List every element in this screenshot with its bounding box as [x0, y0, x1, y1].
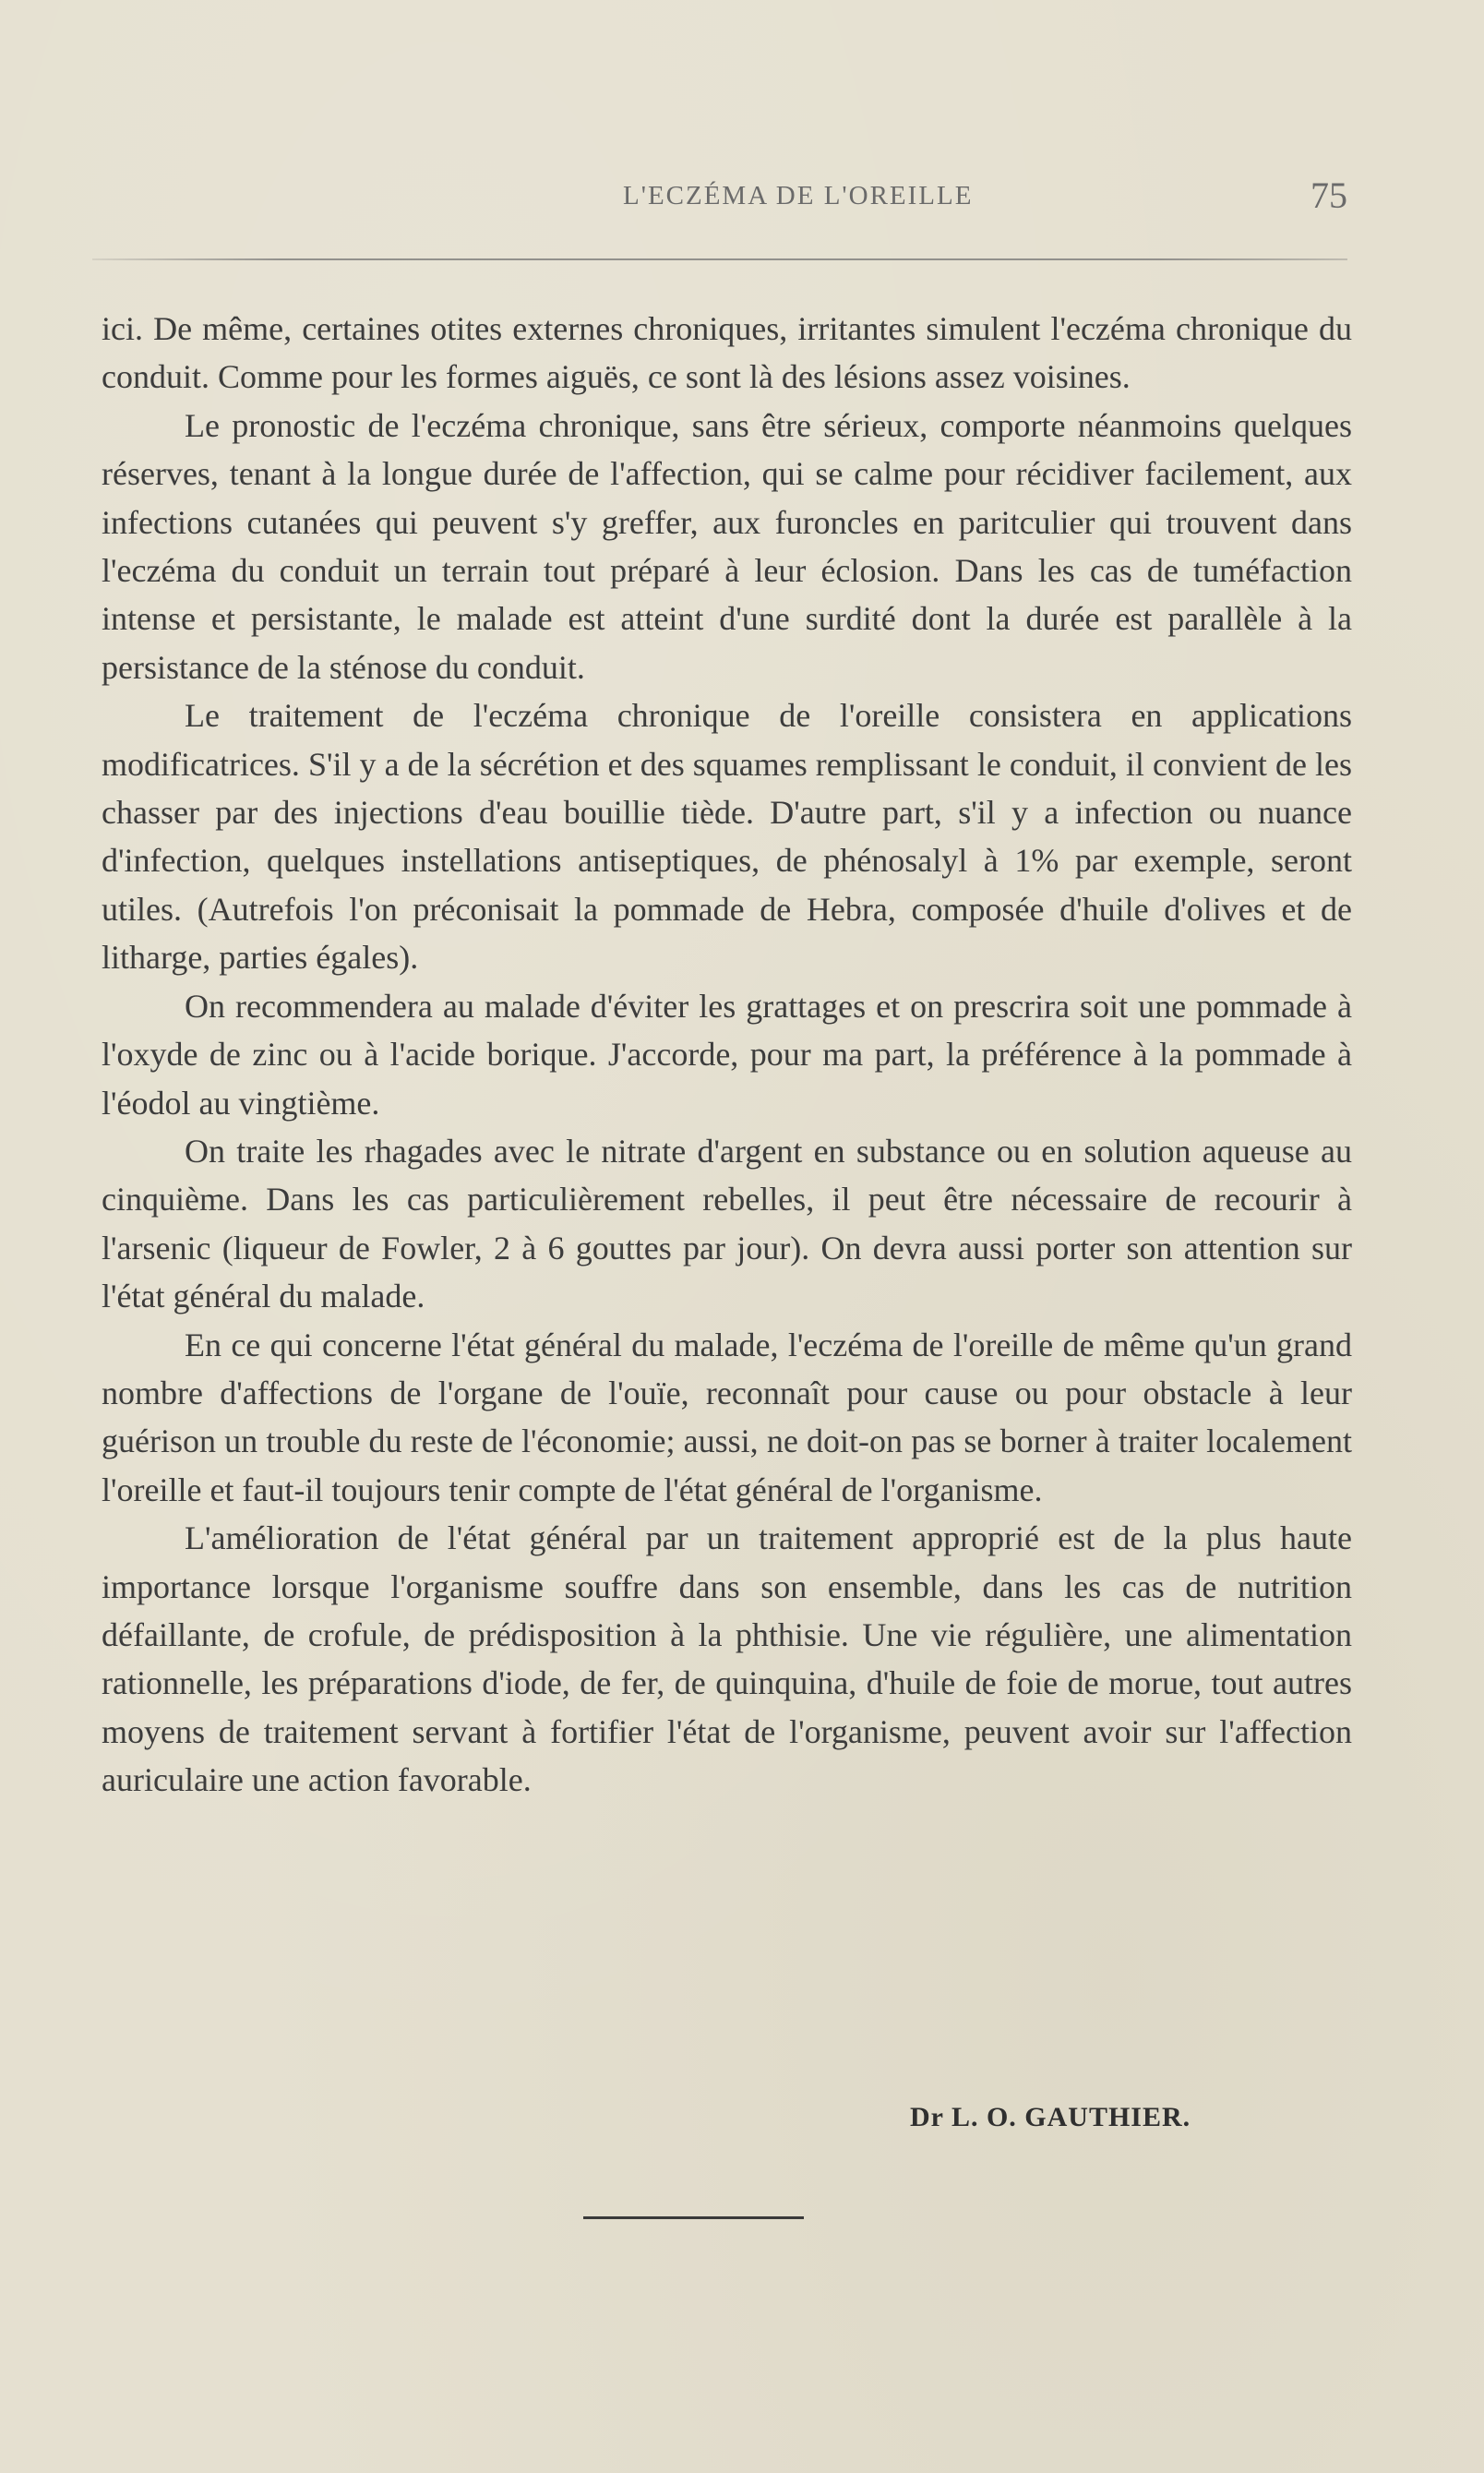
end-rule [583, 2216, 804, 2219]
author-signature: Dr L. O. GAUTHIER. [910, 2102, 1191, 2132]
running-title: L'ECZÉMA DE L'OREILLE [623, 181, 974, 210]
paragraph: Le traitement de l'eczéma chronique de l'oreille consistera en applications modificatrices. S'il y a de la sécrétion et des squames remplissant le conduit, il convient de les chasser par des injections d'eau bouillie tiède. D'autre part, s'il y a infection ou nuance d'infection, quelques instellations antiseptiques, de phénosalyl à 1% par exemple, seront utiles. (Autrefois l'on préconisait la pommade de Hebra, composée d'huile d'olives et de litharge, parties égales). [102, 697, 1352, 977]
header-rule [92, 258, 1347, 260]
paragraph: En ce qui concerne l'état général du malade, l'eczéma de l'oreille de même qu'un grand nombre d'affections de l'organe de l'ouïe, reconnaît pour cause ou pour obstacle à leur guérison un trouble du reste de l'économie; aussi, ne doit-on pas se borner à traiter localement l'oreille et faut-il toujours tenir compte de l'état général de l'organisme. [102, 1326, 1352, 1508]
paragraph: Le pronostic de l'eczéma chronique, sans être sérieux, comporte néanmoins quelques réserves, tenant à la longue durée de l'affection, qui se calme pour récidiver facilement, aux infections cutanées qui peuvent s'y greffer, aux furoncles en paritculier qui trouvent dans l'eczéma du conduit un terrain tout préparé à leur éclosion. Dans les cas de tuméfaction intense et persistante, le malade est atteint d'une surdité dont la durée est parallèle à la persistance de la sténose du conduit. [102, 406, 1352, 686]
running-head [92, 174, 1347, 227]
paragraph: On recommendera au malade d'éviter les grattages et on prescrira soit une pommade à l'oxyde de zinc ou à l'acide borique. J'accorde, pour ma part, la préférence à la pommade à l'éodol au vingtième. [102, 987, 1352, 1122]
page-number: 75 [1310, 174, 1347, 216]
paragraph: ici. De même, certaines otites externes chroniques, irritantes simulent l'eczéma chronique du conduit. Comme pour les formes aiguës, ce sont là des lésions assez voisines. [102, 310, 1352, 396]
body-text [102, 305, 1352, 1805]
paragraph: On traite les rhagades avec le nitrate d'argent en substance ou en solution aqueuse au cinquième. Dans les cas particulièrement rebelles, il peut être nécessaire de recourir à l'arsenic (liqueur de Fowler, 2 à 6 gouttes par jour). On devra aussi porter son attention sur l'état général du malade. [102, 1132, 1352, 1315]
paragraph: L'amélioration de l'état général par un traitement approprié est de la plus haute importance lorsque l'organisme souffre dans son ensemble, dans les cas de nutrition défaillante, de crofule, de prédisposition à la phthisie. Une vie régulière, une alimentation rationnelle, les préparations d'iode, de fer, de quinquina, d'huile de foie de morue, tout autres moyens de traitement servant à fortifier l'état de l'organisme, peuvent avoir sur l'affection auriculaire une action favorable. [102, 1519, 1352, 1799]
